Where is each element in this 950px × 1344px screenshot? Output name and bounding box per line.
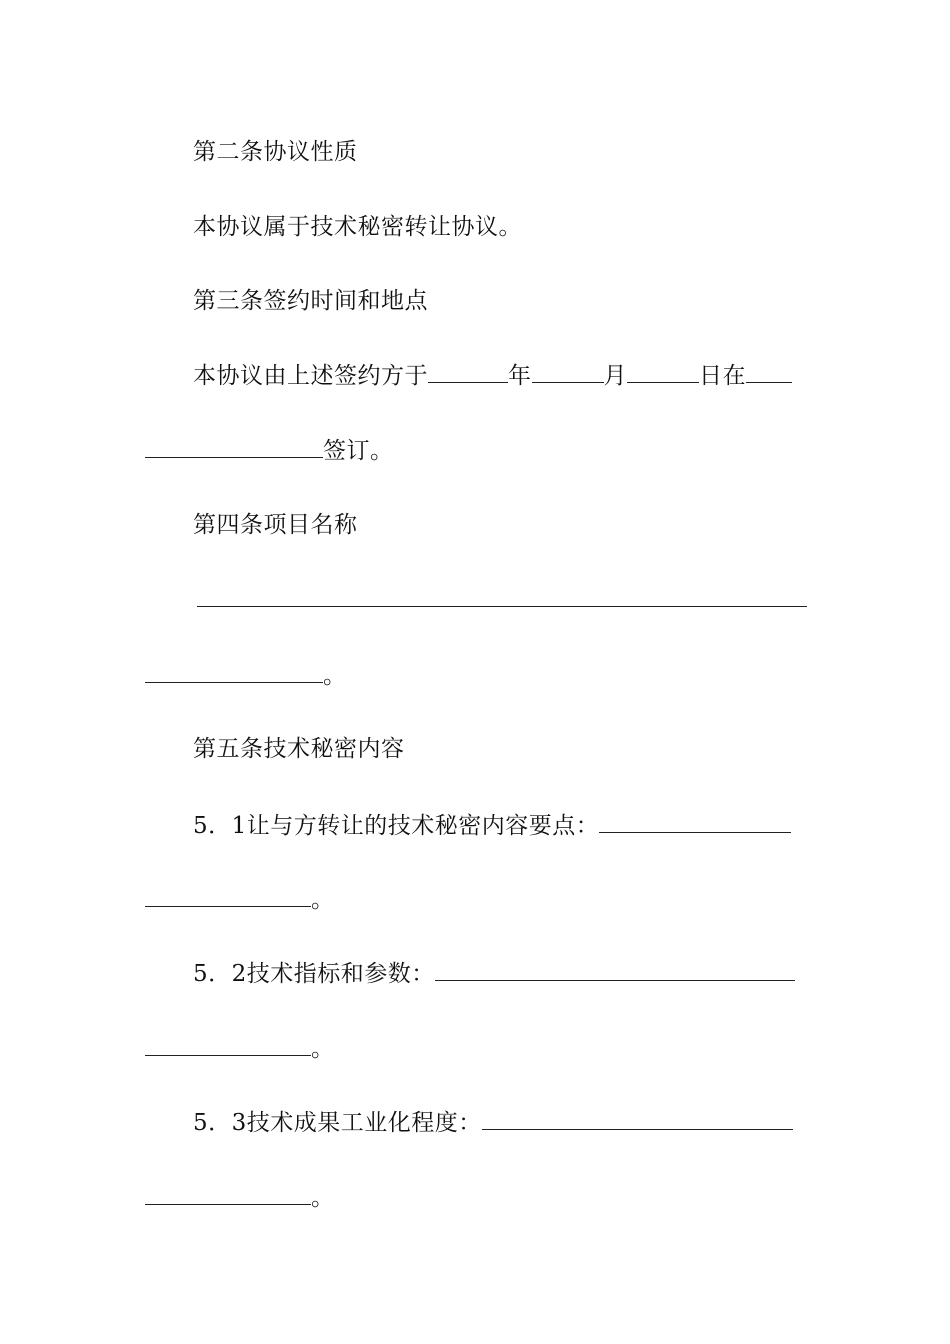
article-4-heading: 第四条项目名称	[193, 512, 358, 538]
item-5-1-end-line	[145, 885, 335, 915]
signed-label: 签订。	[323, 438, 394, 464]
end-mark: 。	[311, 1036, 335, 1062]
article-4-end-line	[145, 661, 347, 691]
place-blank-start	[746, 361, 792, 383]
item-5-3-line	[193, 1108, 793, 1138]
article-2-heading: 第二条协议性质	[193, 139, 358, 165]
place-blank-end	[145, 436, 323, 458]
item-5-3-label: 5．3技术成果工业化程度：	[193, 1110, 482, 1136]
end-mark: 。	[323, 663, 347, 689]
day-at-label: 日在	[699, 363, 746, 389]
year-blank	[428, 361, 508, 383]
article-5-heading: 第五条技术秘密内容	[193, 736, 405, 762]
item-5-2-end-line	[145, 1034, 335, 1064]
item-5-1-blank-end	[145, 885, 311, 907]
item-5-2-line	[193, 959, 795, 989]
item-5-2-label: 5．2技术指标和参数：	[193, 961, 435, 987]
item-5-3-blank-end	[145, 1183, 311, 1205]
year-label: 年	[508, 363, 532, 389]
item-5-2-blank-end	[145, 1034, 311, 1056]
end-mark: 。	[311, 1185, 335, 1211]
item-5-3-blank	[482, 1108, 793, 1130]
project-name-blank-line	[197, 606, 807, 607]
day-blank	[627, 361, 699, 383]
item-5-3-end-line	[145, 1183, 335, 1213]
month-blank	[532, 361, 604, 383]
project-name-blank-end	[145, 661, 323, 683]
end-mark: 。	[311, 887, 335, 913]
article-2-body: 本协议属于技术秘密转让协议。	[193, 214, 522, 240]
article-3-heading: 第三条签约时间和地点	[193, 288, 428, 314]
item-5-1-line	[193, 811, 791, 841]
article-3-place-line	[145, 436, 394, 466]
item-5-2-blank	[435, 959, 795, 981]
item-5-1-blank	[599, 811, 791, 833]
item-5-1-label: 5．1让与方转让的技术秘密内容要点：	[193, 813, 600, 839]
month-label: 月	[603, 363, 627, 389]
date-line-prefix: 本协议由上述签约方于	[193, 363, 428, 389]
article-3-date-line	[193, 361, 792, 391]
